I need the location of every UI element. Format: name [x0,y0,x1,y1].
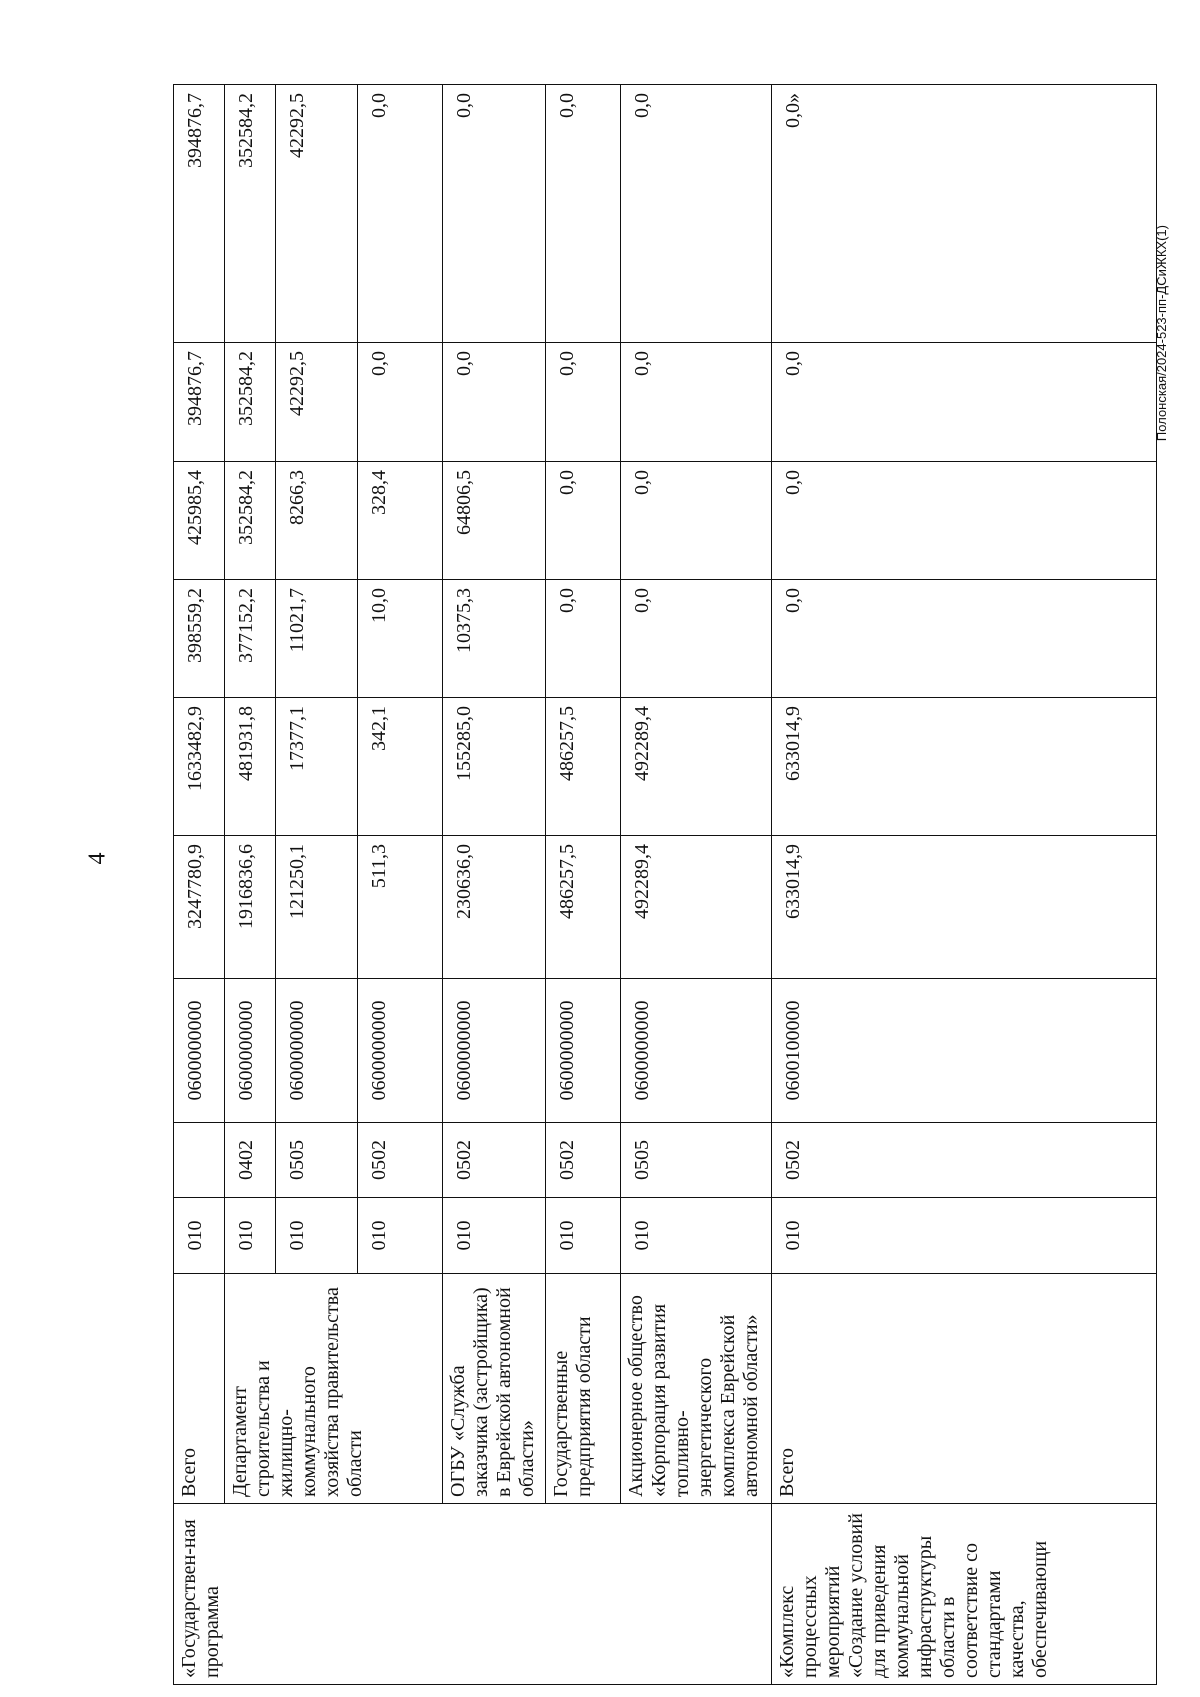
cell-c2: 0402 [225,1123,276,1198]
table-row [443,85,546,1685]
cell-value: 10,0 [358,580,443,698]
cell-c1: 010 [443,1198,546,1274]
row-label: ОГБУ «Служба заказчика (застройщика) в Еврейской автономной области» [443,1274,546,1504]
cell-value: 425985,4 [174,462,225,580]
cell-value: 633014,9 [772,836,1157,979]
cell-value: 121250,1 [276,836,358,979]
footer-text: Полонская/2024-523-пп-ДСиЖКХ(1) [1154,225,1169,442]
cell-value: 11021,7 [276,580,358,698]
cell-value: 633014,9 [772,698,1157,836]
cell-c2: 0505 [276,1123,358,1198]
cell-value: 492289,4 [621,836,772,979]
cell-c3: 0600000000 [276,979,358,1123]
cell-c2: 0502 [772,1123,1157,1198]
cell-value: 0,0 [546,343,621,462]
program-label: «Государствен-ная программа [174,1504,772,1685]
cell-c1: 010 [621,1198,772,1274]
cell-c2 [174,1123,225,1198]
cell-c1: 010 [358,1198,443,1274]
cell-c2: 0502 [546,1123,621,1198]
rotated-table-container [173,85,1091,1685]
cell-value: 481931,8 [225,698,276,836]
cell-value: 0,0 [621,85,772,343]
cell-value: 352584,2 [225,343,276,462]
cell-value: 0,0 [546,580,621,698]
cell-value: 3247780,9 [174,836,225,979]
cell-value: 0,0 [772,580,1157,698]
cell-value: 10375,3 [443,580,546,698]
cell-c3: 0600000000 [621,979,772,1123]
cell-value: 394876,7 [174,85,225,343]
cell-value: 0,0 [621,462,772,580]
cell-c1: 010 [174,1198,225,1274]
cell-value: 230636,0 [443,836,546,979]
document-footer [1154,225,1174,442]
cell-c1: 010 [225,1198,276,1274]
cell-value: 155285,0 [443,698,546,836]
cell-c2: 0502 [358,1123,443,1198]
cell-value: 492289,4 [621,698,772,836]
cell-value: 394876,7 [174,343,225,462]
cell-value: 17377,1 [276,698,358,836]
row-label: Всего [772,1274,1157,1504]
complex-label: «Комплекс процессных мероприятий «Создание условий для приведения коммунальной инфраструктуры области в соответствие со стандартами качества, обеспечивающи [772,1504,1157,1685]
cell-value: 0,0 [772,462,1157,580]
table-row [225,85,276,1685]
cell-value: 328,4 [358,462,443,580]
row-label: Всего [174,1274,225,1504]
table-row [621,85,772,1685]
cell-value: 0,0 [546,85,621,343]
page-number: 4 [84,852,111,865]
cell-value: 42292,5 [276,85,358,343]
cell-value: 64806,5 [443,462,546,580]
cell-c1: 010 [546,1198,621,1274]
cell-value: 0,0 [621,343,772,462]
table-row [546,85,621,1685]
cell-value: 0,0 [443,343,546,462]
cell-value: 0,0 [358,343,443,462]
cell-value: 352584,2 [225,462,276,580]
row-label: Акционерное общество «Корпорация развития топливно-энергетического комплекса Еврейской автономной области» [621,1274,772,1504]
cell-value: 352584,2 [225,85,276,343]
cell-value: 42292,5 [276,343,358,462]
row-label: Государственные предприятия области [546,1274,621,1504]
cell-value: 398559,2 [174,580,225,698]
cell-c1: 010 [276,1198,358,1274]
cell-value: 0,0» [772,85,1157,343]
cell-value: 0,0 [546,462,621,580]
cell-c3: 0600000000 [358,979,443,1123]
cell-value: 1633482,9 [174,698,225,836]
cell-c3: 0600100000 [772,979,1157,1123]
cell-c2: 0505 [621,1123,772,1198]
budget-table [173,84,1157,1685]
cell-value: 342,1 [358,698,443,836]
department-label: Департамент строительства и жилищно-коммунального хозяйства правительства области [225,1274,443,1504]
cell-value: 0,0 [621,580,772,698]
cell-value: 8266,3 [276,462,358,580]
cell-c3: 0600000000 [546,979,621,1123]
cell-c3: 0600000000 [174,979,225,1123]
cell-c3: 0600000000 [443,979,546,1123]
cell-value: 1916836,6 [225,836,276,979]
cell-value: 377152,2 [225,580,276,698]
cell-c1: 010 [772,1198,1157,1274]
cell-value: 0,0 [358,85,443,343]
cell-c2: 0502 [443,1123,546,1198]
cell-c3: 0600000000 [225,979,276,1123]
cell-value: 0,0 [772,343,1157,462]
table-row [174,85,225,1685]
cell-value: 486257,5 [546,836,621,979]
table-row [772,85,1157,1685]
cell-value: 486257,5 [546,698,621,836]
cell-value: 0,0 [443,85,546,343]
cell-value: 511,3 [358,836,443,979]
